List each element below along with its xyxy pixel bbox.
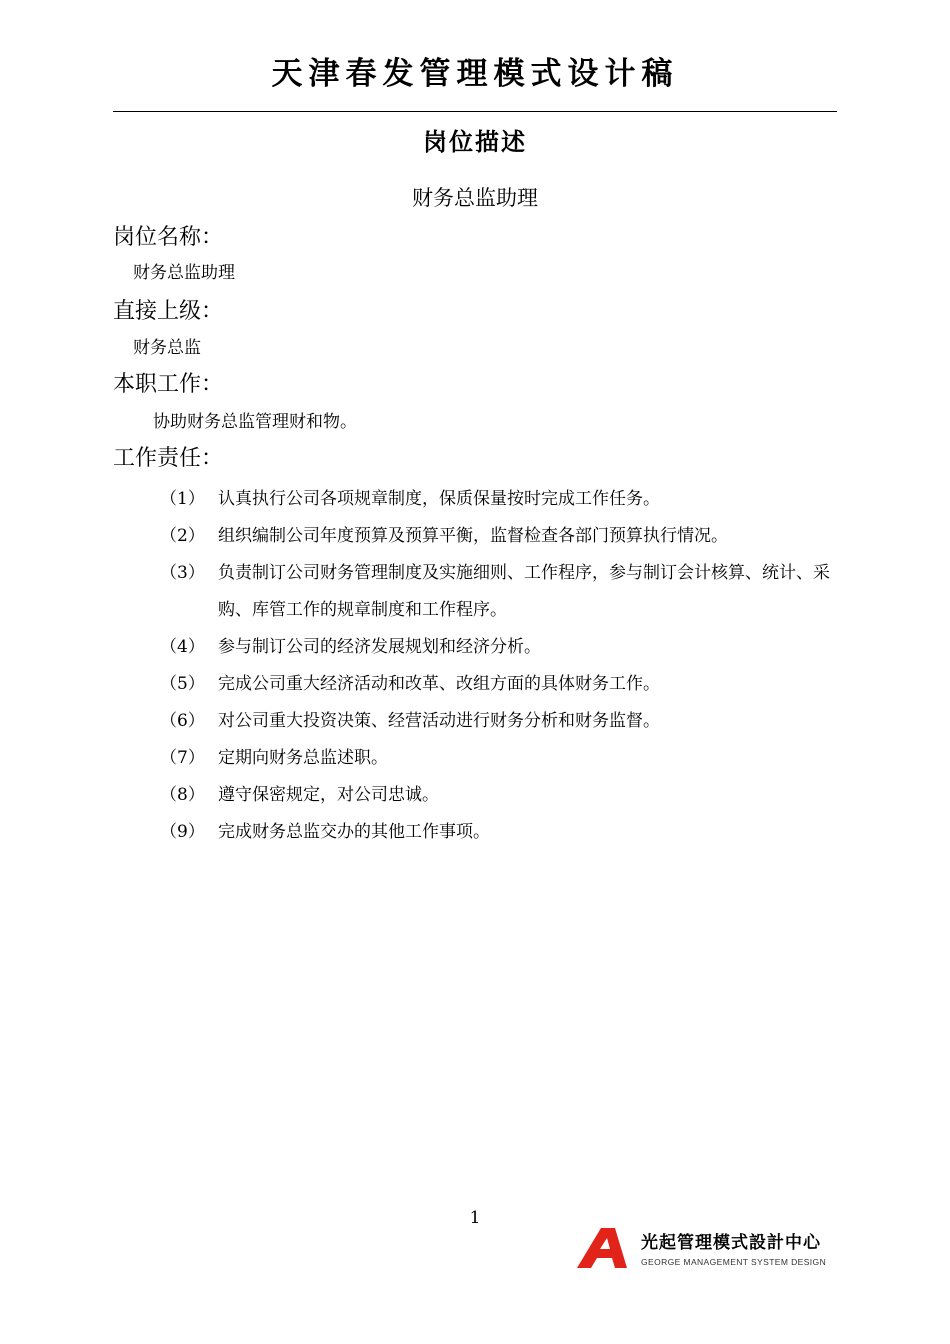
duty-value: 协助财务总监管理财和物。 [153, 412, 357, 432]
logo-a-icon [575, 1226, 635, 1270]
page-number: 1 [469, 1208, 481, 1228]
position-name-value: 财务总监助理 [133, 263, 235, 283]
supervisor-value: 财务总监 [133, 338, 201, 358]
footer-logo [575, 1226, 845, 1272]
duty-heading: 本职工作： [113, 372, 224, 397]
list-item-text: 定期向财务总监述职。 [218, 748, 388, 768]
list-item [160, 777, 850, 814]
responsibilities-heading: 工作责任： [113, 446, 224, 471]
position-name-heading: 岗位名称： [113, 225, 224, 250]
list-item-text: 对公司重大投资决策、经营活动进行财务分析和财务监督。 [218, 711, 660, 731]
list-item-number: （3） [160, 563, 205, 583]
list-item [160, 481, 850, 518]
list-item [160, 518, 850, 555]
list-item-text: 组织编制公司年度预算及预算平衡，监督检查各部门预算执行情况。 [218, 526, 728, 546]
header-divider [113, 111, 837, 112]
page-header-title: 天津春发管理模式设计稿 [271, 56, 679, 92]
list-item-number: （2） [160, 526, 205, 546]
list-item-text: 参与制订公司的经济发展规划和经济分析。 [218, 637, 541, 657]
logo-chinese-name: 光起管理模式設計中心 [641, 1233, 821, 1253]
list-item-number: （1） [160, 489, 205, 509]
responsibilities-list [160, 481, 850, 851]
list-item-number: （4） [160, 637, 205, 657]
list-item-number: （6） [160, 711, 205, 731]
list-item-text: 遵守保密规定，对公司忠诚。 [218, 785, 439, 805]
list-item-text: 负责制订公司财务管理制度及实施细则、工作程序，参与制订会计核算、统计、采购、库管工作的规章制度和工作程序。 [218, 563, 830, 620]
list-item [160, 666, 850, 703]
list-item [160, 555, 850, 629]
list-item-number: （5） [160, 674, 205, 694]
logo-english-name: GEORGE MANAGEMENT SYSTEM DESIGN [641, 1257, 827, 1267]
list-item-number: （8） [160, 785, 205, 805]
document-subtitle: 财务总监助理 [412, 186, 538, 210]
list-item-text: 完成公司重大经济活动和改革、改组方面的具体财务工作。 [218, 674, 660, 694]
list-item [160, 703, 850, 740]
list-item-text: 认真执行公司各项规章制度，保质保量按时完成工作任务。 [218, 489, 660, 509]
list-item-text: 完成财务总监交办的其他工作事项。 [218, 822, 490, 842]
document-title: 岗位描述 [423, 128, 527, 156]
supervisor-heading: 直接上级： [113, 299, 224, 324]
list-item [160, 740, 850, 777]
list-item [160, 814, 850, 851]
list-item-number: （7） [160, 748, 205, 768]
list-item [160, 629, 850, 666]
list-item-number: （9） [160, 822, 205, 842]
